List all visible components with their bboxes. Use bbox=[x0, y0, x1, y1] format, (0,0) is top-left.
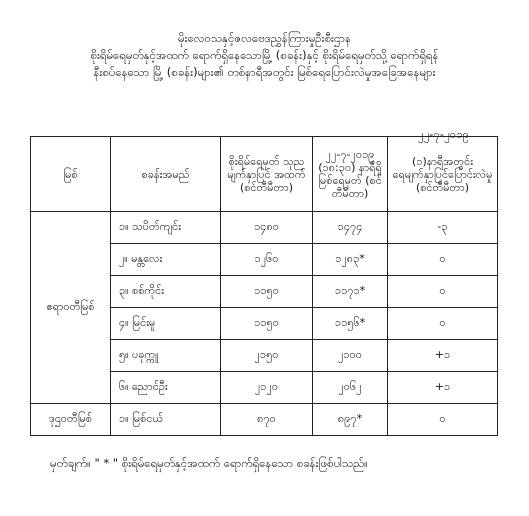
station-name-cell: ၃။ စစ်ကိုင်း bbox=[111, 276, 221, 308]
column-header-river: မြစ် bbox=[31, 137, 111, 212]
hourly-change-cell: ၀ bbox=[388, 404, 498, 436]
column-header-water-level: ၂၂-၇-၂၀၁၉ (၁၈:၃၀) နာရီရှိ မြစ်ရေမှတ် (စင်တီမီတာ) bbox=[313, 137, 388, 212]
hourly-change-cell: +၁ bbox=[388, 372, 498, 404]
footnote: မှတ်ချက်။ " * " စိုးရိမ်ရေမှတ်နှင့်အထက် ရောက်ရှိနေသော စခန်းဖြစ်ပါသည်။ bbox=[50, 456, 368, 470]
station-name-cell: ၆။ ညောင်ဦး bbox=[111, 372, 221, 404]
danger-level-cell: ၁၁၅၀ bbox=[221, 308, 313, 340]
river-name-cell: ဧရာဝတီမြစ် bbox=[31, 212, 111, 404]
column-header-hourly-change: (၁)နာရီအတွင်း ရေမျက်နှာပြင်ပြောင်းလဲမှု (စင်တီမီတာ) bbox=[388, 137, 498, 212]
water-level-cell: ၂၁၀၀ bbox=[313, 340, 388, 372]
station-name-cell: ၄။ မြင်းမူ bbox=[111, 308, 221, 340]
station-name-cell: ၅။ ပခုက္ကူ bbox=[111, 340, 221, 372]
station-name-cell: ၁။ မြစ်ငယ် bbox=[111, 404, 221, 436]
water-level-cell: ၁၂၈၃* bbox=[313, 244, 388, 276]
danger-level-cell: ၁၂၆၀ bbox=[221, 244, 313, 276]
report-title-line-1: စိုးရိမ်ရေမှတ်နှင့်အထက် ရောက်ရှိနေသောမြို့ (စခန်း)နှင့် စိုးရိမ်ရေမှတ်သို့ ရောက်ရှိရန် bbox=[90, 48, 439, 62]
table-header-row bbox=[31, 137, 498, 212]
water-level-cell: ၁၁၅၆* bbox=[313, 308, 388, 340]
table-row bbox=[31, 212, 498, 244]
report-title-line-2: နီးစပ်နေသော မြို့ (စခန်း)များ၏ တစ်နာရီအတွင်း မြစ်ရေပြောင်းလဲမှုအခြေအနေများ bbox=[93, 65, 436, 79]
column-header-danger-level: စိုးရိမ်ရေမှတ် သုညမျက်နှာပြင် အထက် (စင်တီမီတာ) bbox=[221, 137, 313, 212]
water-level-table bbox=[30, 136, 498, 436]
report-header bbox=[0, 30, 529, 81]
danger-level-cell: ၂၁၅၀ bbox=[221, 340, 313, 372]
department-title: မိုးလေဝသနှင့်ဇလဗေဒညွှန်ကြားမှုဦးစီးဌာန bbox=[177, 31, 352, 45]
danger-level-cell: ၁၄၈၀ bbox=[221, 212, 313, 244]
hourly-change-cell: ၀ bbox=[388, 276, 498, 308]
danger-level-cell: ၂၁၂၀ bbox=[221, 372, 313, 404]
table-body bbox=[31, 212, 498, 436]
hourly-change-cell: ၀ bbox=[388, 308, 498, 340]
station-name-cell: ၁။ သပိတ်ကျင်း bbox=[111, 212, 221, 244]
water-level-cell: ၁၁၇၁* bbox=[313, 276, 388, 308]
column-header-station: စခန်းအမည် bbox=[111, 137, 221, 212]
danger-level-cell: ၁၁၅၀ bbox=[221, 276, 313, 308]
water-level-cell: ၁၄၇၄ bbox=[313, 212, 388, 244]
river-name-cell: ဒုဌဝတီမြစ် bbox=[31, 404, 111, 436]
water-level-cell: ၂၀၆၂ bbox=[313, 372, 388, 404]
hourly-change-cell: +၁ bbox=[388, 340, 498, 372]
danger-level-cell: ၈၇၀ bbox=[221, 404, 313, 436]
hourly-change-cell: -၃ bbox=[388, 212, 498, 244]
water-level-cell: ၈၉၇* bbox=[313, 404, 388, 436]
table-row bbox=[31, 404, 498, 436]
hourly-change-cell: ၀ bbox=[388, 244, 498, 276]
report-date: ၂၂-၇-၂၀၁၉ bbox=[418, 127, 470, 141]
station-name-cell: ၂။ မန္တလေး bbox=[111, 244, 221, 276]
